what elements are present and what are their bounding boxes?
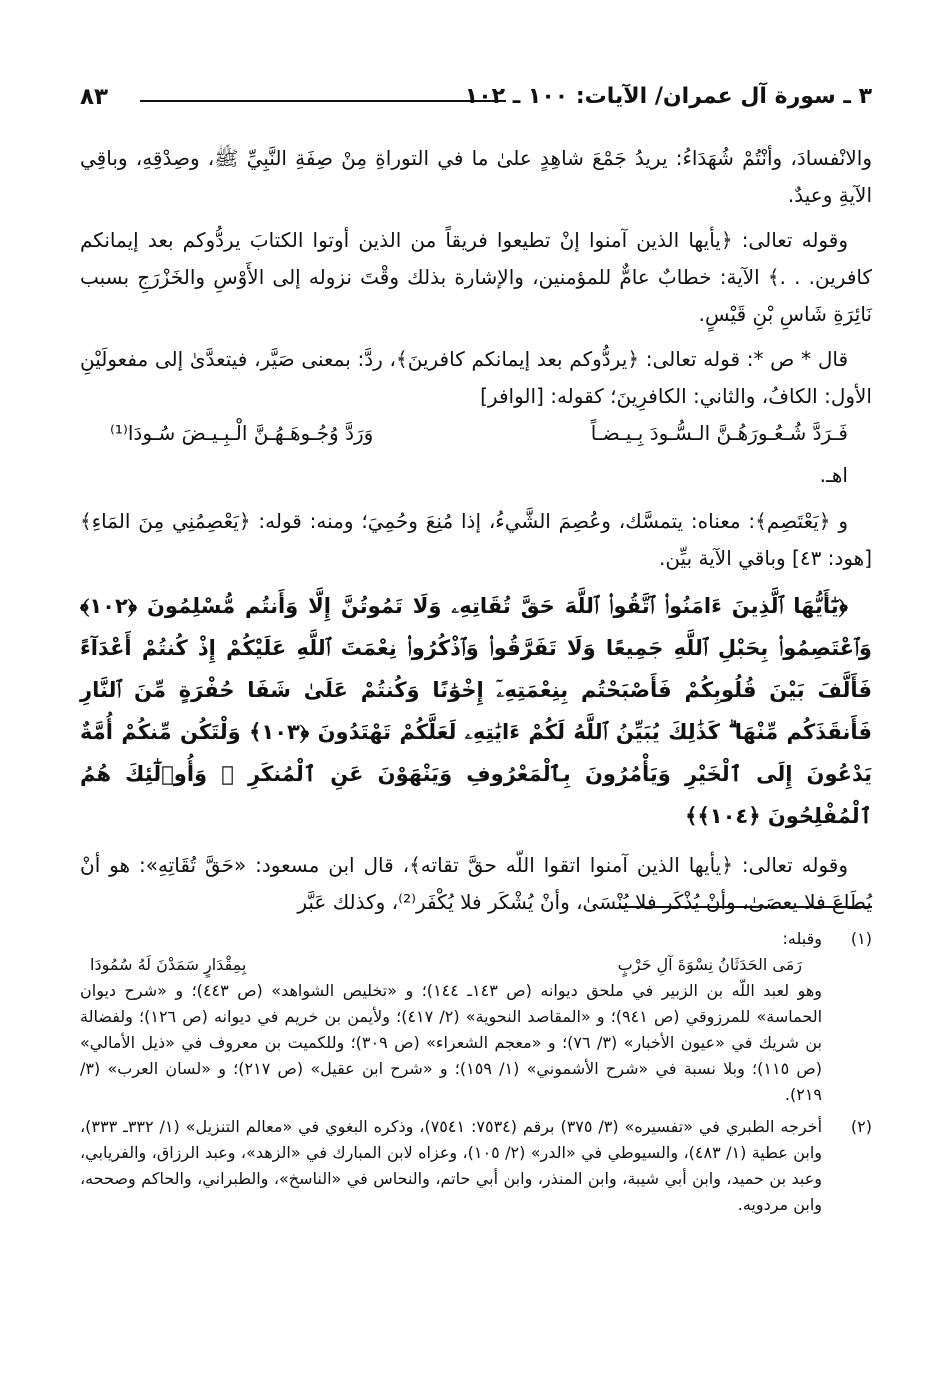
paragraph-2: وقوله تعالى: ﴿يأيها الذين آمنوا إنْ تطيعوا فريقاً من الذين أوتوا الكتابَ يردُّوكم بعد إيمانكم كافرين. . .﴾ الآية: خطابٌ عامٌّ للمؤمنين، والإشارة بذلك وقْتَ نزوله إلى الأَوْسِ والخَزْرَجِ بسبب نَائِرَةِ شَاسِ بْنِ قَيْسٍ. [80, 228, 872, 326]
poem-verse [80, 415, 872, 451]
footnote-1 [80, 926, 872, 1108]
poem-hemistich-right: فَـرَدَّ شُـعُـورَهُـنَّ الـسُّـودَ بِـيـضـاً [590, 421, 848, 445]
footnote-number: (٢) [850, 1117, 872, 1136]
quote-end-marker: اهـ. [819, 463, 848, 487]
footnote-2 [80, 1114, 872, 1218]
paragraph-1: والانْفسادَ، وأنْتُمْ شُهَدَاءُ: يريدُ جَمْعَ شاهِدٍ علىٰ ما في التوراةِ مِنْ صِفَةِ النَّبِيِّ ﷺ، وصِدْقِهِ، وباقِي الآيةِ وعيدٌ. [80, 146, 872, 207]
footnote-text: وهو لعبد اللّه بن الزبير في ملحق ديوانه (ص ١٤٣ـ ١٤٤)؛ و «تخليص الشواهد» (ص ٤٤٣)؛ و «شرح ديوان الحماسة» للمرزوقي (ص ٩٤١)؛ و «المقاصد النحوية» (٢/ ٤١٧)؛ ولأيمن بن خريم في ديوانه (ص ١٢٦)؛ ولفضالة بن شريك في «عيون الأخبار» (٣/ ٧٦)؛ و «معجم الشعراء» (ص ٣٠٩)؛ وللكميت بن معروف في «ذيل الأمالي» (ص ١١٥)؛ وبلا نسبة في «شرح الأشموني» (١/ ١٥٩)؛ و «شرح ابن عقيل» (ص ٢١٧)؛ و «لسان العرب» (٣/ ٢١٩). [80, 981, 823, 1104]
chapter-title: ٣ ـ سورة آل عمران/ الآيات: ١٠٠ ـ ١٠٢ [464, 84, 872, 109]
footnote-number: (١) [850, 929, 872, 948]
footnote-poem-left: بِمِقْدَارٍ سَمَدْنَ لَهُ سُمُودَا [90, 955, 247, 974]
quran-verses: ﴿يَٰٓأَيُّهَا ٱلَّذِينَ ءَامَنُوا۟ ٱتَّقُوا۟ ٱللَّهَ حَقَّ تُقَاتِهِۦ وَلَا تَمُوتُنَّ إِلَّا وَأَنتُم مُّسْلِمُونَ ﴿١٠٢﴾ وَٱعْتَصِمُوا۟ بِحَبْلِ ٱللَّهِ جَمِيعًا وَلَا تَفَرَّقُوا۟ وَٱذْكُرُوا۟ نِعْمَتَ ٱللَّهِ عَلَيْكُمْ إِذْ كُنتُمْ أَعْدَآءً فَأَلَّفَ بَيْنَ قُلُوبِكُمْ فَأَصْبَحْتُم بِنِعْمَتِهِۦٓ إِخْوَٰنًا وَكُنتُمْ عَلَىٰ شَفَا حُفْرَةٍ مِّنَ ٱلنَّارِ فَأَنقَذَكُم مِّنْهَا ۗ كَذَٰلِكَ يُبَيِّنُ ٱللَّهُ لَكُمْ ءَايَٰتِهِۦ لَعَلَّكُمْ تَهْتَدُونَ ﴿١٠٣﴾ وَلْتَكُن مِّنكُمْ أُمَّةٌ يَدْعُونَ إِلَى ٱلْخَيْرِ وَيَأْمُرُونَ بِٱلْمَعْرُوفِ وَيَنْهَوْنَ عَنِ ٱلْمُنكَرِ ۚ وَأُو۟لَٰٓئِكَ هُمُ ٱلْمُفْلِحُونَ ﴿١٠٤﴾﴾ [80, 594, 872, 828]
footnote-poem [80, 952, 822, 978]
footnote-text: أخرجه الطبري في «تفسيره» (٣/ ٣٧٥) برقم (٧٥٣٤: ٧٥٤١)، وذكره البغوي في «معالم التنزيل» (١/ ٣٣٢ـ ٣٣٣)، وابن عطية (١/ ٤٨٣)، والسيوطي في «الدر» (٢/ ١٠٥)، وعزاه لابن المبارك في «الزهد»، وعبد الرزاق، والفريابي، وعبد بن حميد، وابن أبي شيبة، وابن المنذر، وابن أبي حاتم، والنحاس في «الناسخ»، والطبراني، والحاكم وصححه، وابن مردويه. [80, 1117, 823, 1214]
page-number: ٨٣ [80, 84, 109, 110]
main-text [80, 140, 872, 929]
paragraph-4: و ﴿يَعْتَصِم﴾: معناه: يتمسَّك، وعُصِمَ الشَّيءُ، إذا مُنِعَ وحُمِيَ؛ ومنه: قوله: ﴿يَعْصِمُنِي مِنَ المَاءِ﴾ [هود: ٤٣] وباقي الآية بيِّن. [80, 509, 872, 570]
paragraph-5: وقوله تعالى: ﴿يأيها الذين آمنوا اتقوا اللّه حقَّ تقاته﴾، قال ابن مسعود: «حَقَّ تُقَاتِهِ»: هو أنْ يُطَاعَ فلا يعصَىٰ، وأنْ يُذْكَر فلا يُنْسَىٰ، وأنْ يُشْكَر فلا يُكْفَر⁽²⁾، وكذلك عَبَّر [80, 853, 872, 914]
footnote-body [80, 926, 822, 1108]
header-rule [140, 100, 506, 102]
footnotes [80, 926, 872, 1224]
poem-hemistich-left: وَرَدَّ وُجُـوهَـهُـنَّ الْـبِـيـضَ سُـودَا⁽¹⁾ [110, 421, 374, 445]
footnote-rule [620, 906, 872, 908]
running-header [80, 84, 872, 120]
paragraph-3: قال * ص *: قوله تعالى: ﴿يردُّوكم بعد إيمانكم كافرينَ﴾، ردَّ: بمعنى صَيَّر، فيتعدَّىٰ إلى مفعولَيْنِ الأول: الكافُ، والثاني: الكافرِينَ؛ كقوله: [الوافر] [80, 347, 872, 408]
footnote-poem-right: رَمَى الحَدَثَانُ نِسْوَةَ آلِ حَرْبٍ [617, 955, 802, 974]
footnote-intro: وقبله: [782, 929, 822, 948]
